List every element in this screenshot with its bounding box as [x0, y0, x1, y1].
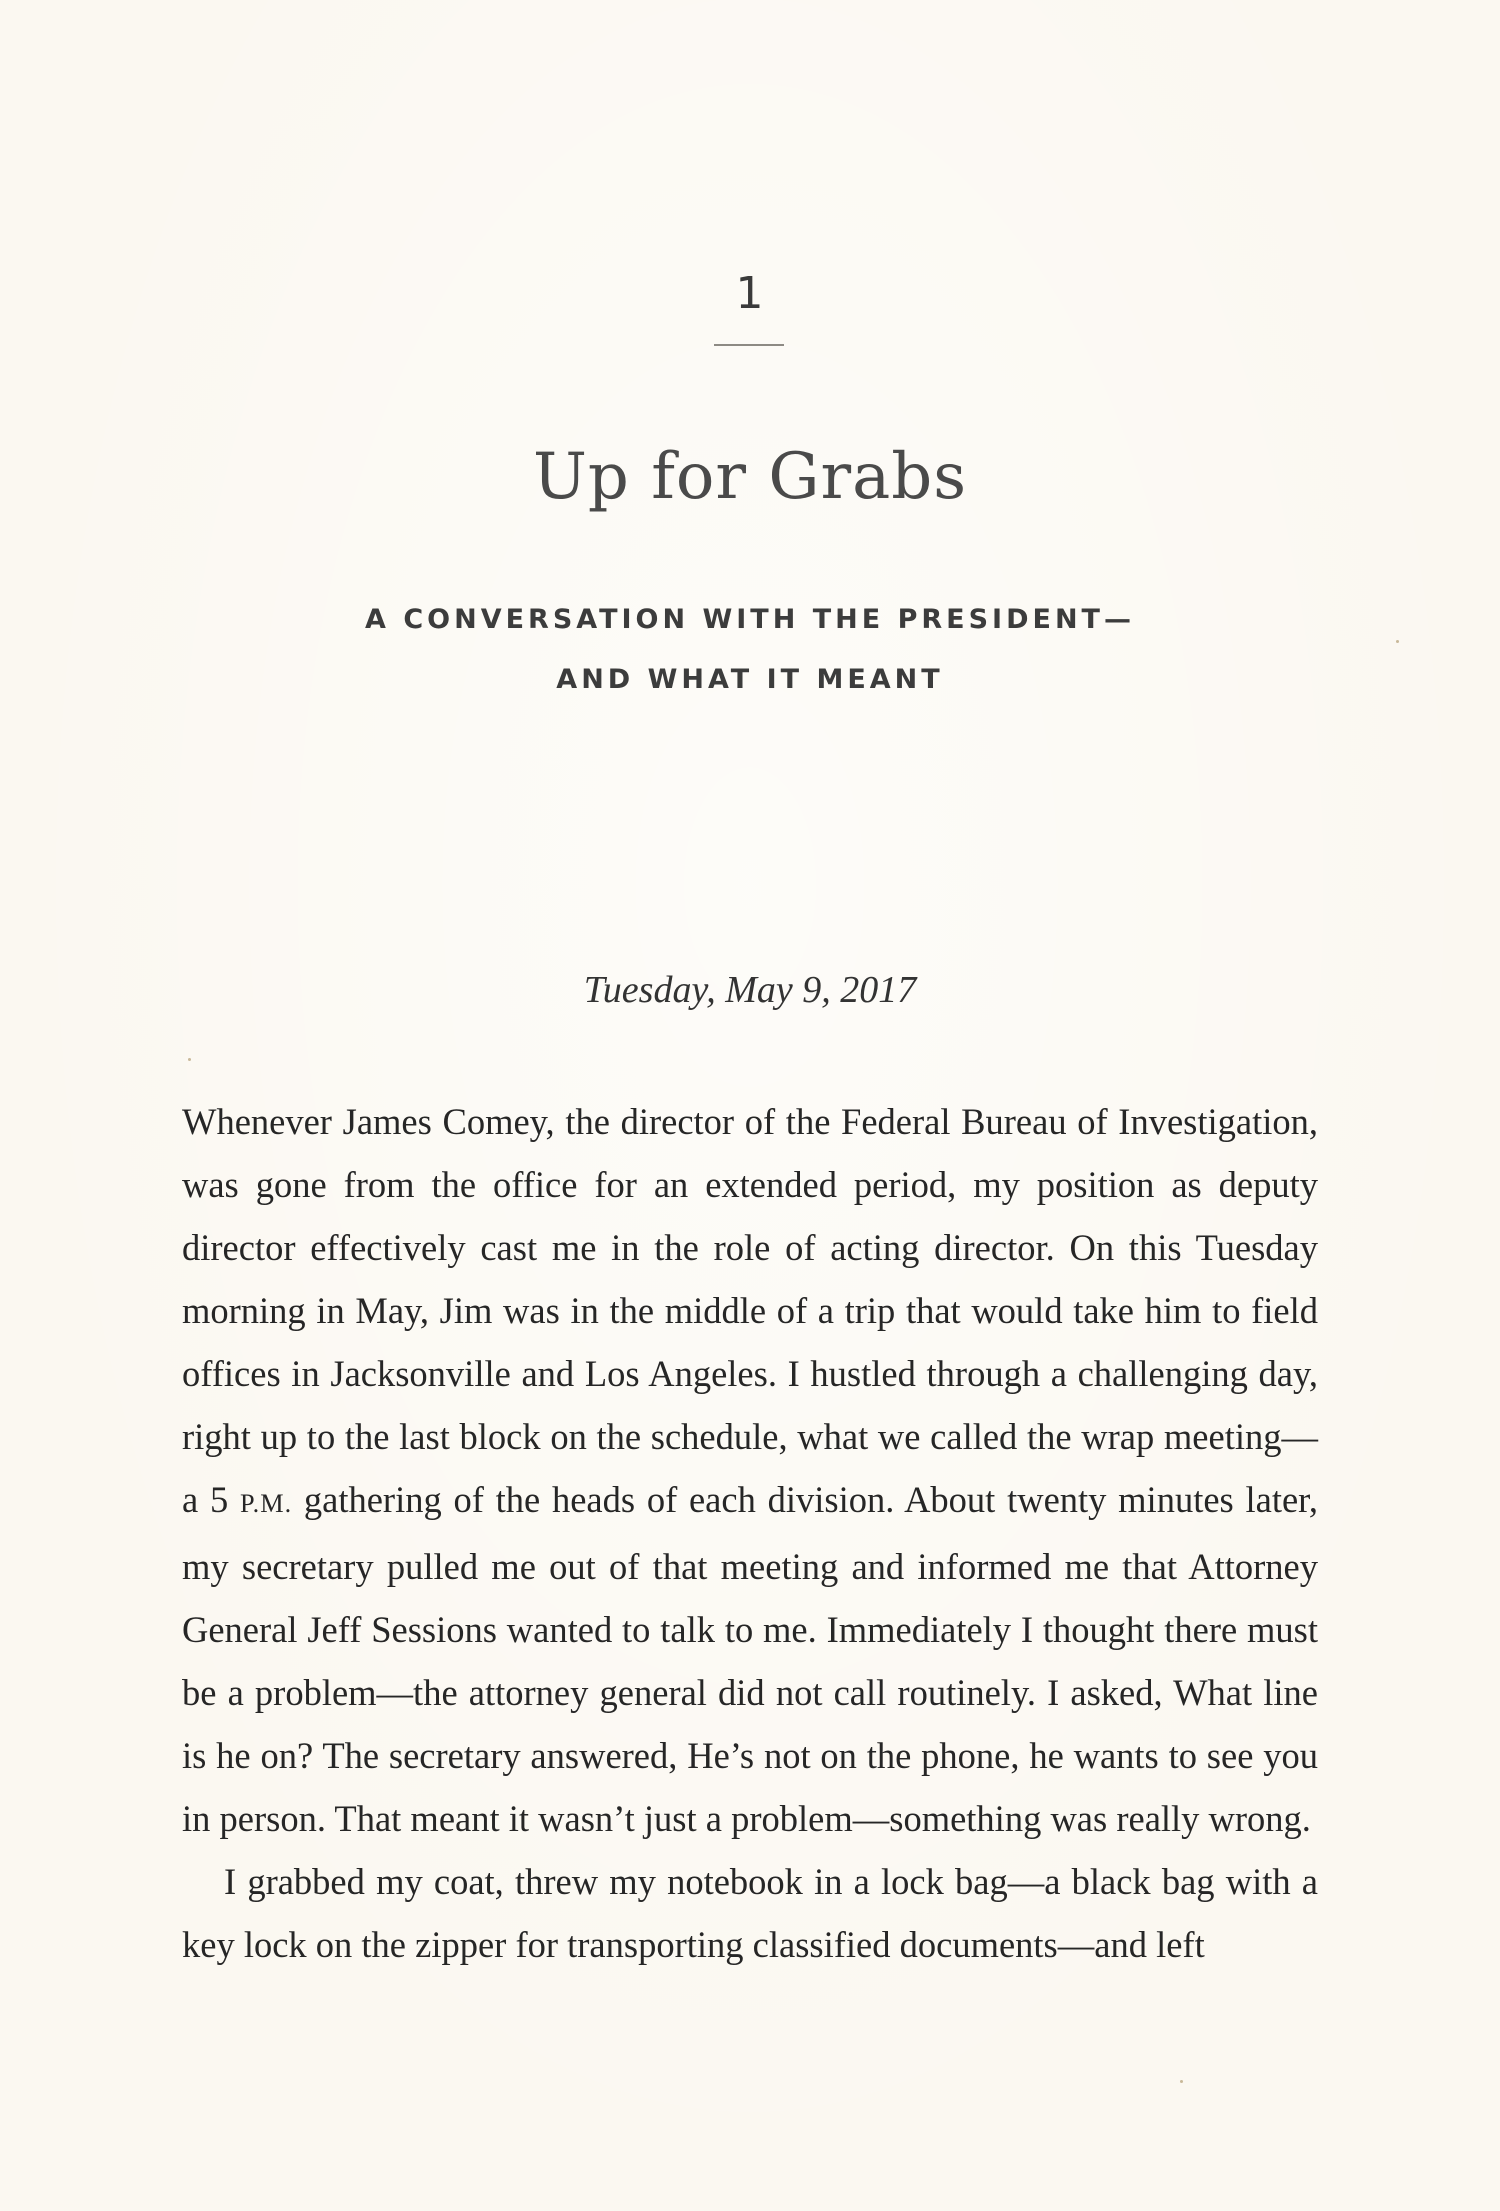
chapter-subtitle-line-2: AND WHAT IT MEANT [556, 664, 944, 695]
chapter-number: 1 [735, 268, 765, 319]
dateline: Tuesday, May 9, 2017 [583, 969, 917, 1011]
body-text [182, 1090, 1318, 1976]
paragraph-1-part-2: gathering of the heads of each division. About twenty minutes later, my secretary pulled me out of that meeting and informed me that Attorney General Jeff Sessions wanted to talk to me. Immediately I thought there must be a problem—the attorney general did not call routinely. I asked, What line is he on? The secretary answered, He’s not on the phone, he wants to see you in person. That meant it wasn’t just a problem—something was really wrong. [182, 1479, 1318, 1839]
chapter-title: Up for Grabs [532, 440, 968, 514]
paragraph-2: I grabbed my coat, threw my notebook in a lock bag—a black bag with a key lock on the zipper for transporting classified documents—and left [182, 1861, 1318, 1965]
paragraph-1 [182, 1090, 1318, 1850]
paragraph-1-part-1: Whenever James Comey, the director of the Federal Bureau of Investigation, was gone from the office for an extended period, my position as deputy director effectively cast me in the role of acting director. On this Tuesday morning in May, Jim was in the middle of a trip that would take him to field offices in Jacksonville and Los Angeles. I hustled through a challenging day, right up to the last block on the schedule, what we called the wrap meeting—a 5 [182, 1101, 1318, 1520]
paper-speck [1396, 640, 1399, 643]
paper-speck [1180, 2080, 1183, 2083]
chapter-subtitle-line-1: A CONVERSATION WITH THE PRESIDENT— [365, 604, 1135, 635]
paper-speck [188, 1058, 191, 1061]
paragraph-1-time-abbrev: P.M. [239, 1489, 293, 1518]
chapter-number-rule [714, 344, 784, 346]
